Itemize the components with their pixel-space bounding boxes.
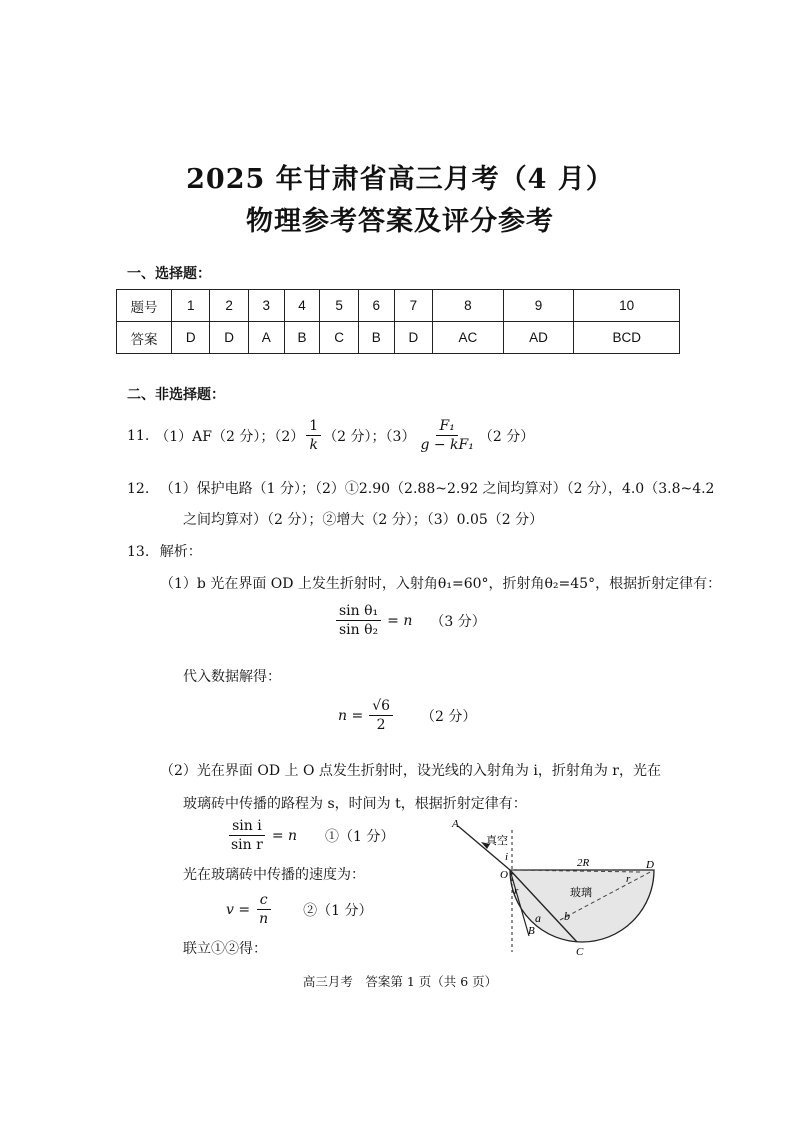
answer-cell: A — [248, 322, 284, 354]
question-12 — [127, 478, 714, 498]
section-multiple-choice: 一、选择题： — [127, 266, 211, 282]
label-r: r — [514, 885, 519, 897]
equation-2-fraction — [369, 698, 393, 733]
speed-text: 光在玻璃砖中传播的速度为： — [183, 867, 365, 883]
question-number: 4 — [284, 290, 320, 322]
answer-cell: AC — [433, 322, 504, 354]
answer-cell: D — [210, 322, 248, 354]
page-subtitle: 物理参考答案及评分参考 — [246, 206, 554, 237]
combine-text: 联立①②得： — [183, 941, 267, 957]
table-head-label: 题号 — [117, 290, 172, 322]
q11-fraction-1 — [306, 418, 321, 453]
label-A: A — [452, 818, 459, 830]
page-title: 2025 年甘肃省高三月考（4 月） — [186, 164, 614, 195]
question-number: 2 — [210, 290, 248, 322]
label-O: O — [500, 869, 508, 881]
question-number: 7 — [394, 290, 432, 322]
answer-table — [116, 289, 680, 354]
q11-part3: （2 分） — [478, 428, 535, 445]
score: ①（1 分） — [325, 828, 395, 845]
answer-cell: BCD — [574, 322, 680, 354]
fraction-numerator: c — [257, 892, 271, 910]
score: ②（1 分） — [303, 902, 373, 919]
equation-2 — [338, 698, 476, 733]
label-C: C — [576, 946, 584, 958]
question-number: 9 — [503, 290, 574, 322]
question-number: 5 — [320, 290, 358, 322]
question-number: 10 — [574, 290, 680, 322]
question-number-label: 12. — [127, 481, 150, 497]
table-row-answers — [117, 322, 680, 354]
substitute-text: 代入数据解得： — [183, 669, 281, 685]
equation-rhs: = n — [271, 827, 298, 844]
page-footer: 高三月考 答案第 1 页（共 6 页） — [302, 974, 498, 989]
optics-figure — [440, 812, 670, 962]
question-13 — [127, 541, 202, 561]
equation-4 — [226, 892, 372, 927]
equation-rhs: = n — [387, 612, 413, 629]
equation-4-fraction — [256, 892, 271, 927]
fraction-numerator: F₁ — [436, 418, 457, 436]
q11-fraction-2 — [417, 418, 476, 453]
label-i: i — [505, 851, 509, 863]
equation-1 — [334, 603, 486, 638]
table-row-numbers — [117, 290, 680, 322]
question-number-label: 11. — [127, 427, 150, 444]
answer-cell: B — [358, 322, 394, 354]
incident-ray — [458, 826, 510, 870]
equation-3 — [226, 818, 394, 853]
label-2R: 2R — [577, 857, 590, 869]
label-B: B — [528, 925, 535, 937]
question-11 — [127, 418, 534, 453]
label-D: D — [646, 859, 654, 871]
answer-cell: AD — [503, 322, 574, 354]
equation-lhs: v = — [226, 901, 251, 918]
q12-line2: 之间均算对）（2 分）；②增大（2 分）；（3）0.05（2 分） — [183, 512, 544, 528]
table-answer-label: 答案 — [117, 322, 172, 354]
fraction-numerator: 1 — [306, 418, 321, 436]
fraction-denominator: g − kF₁ — [420, 437, 474, 454]
label-glass: 玻璃 — [570, 886, 592, 899]
answer-cell: C — [320, 322, 358, 354]
fraction-denominator: sin θ₂ — [339, 622, 379, 639]
equation-3-fraction — [228, 818, 266, 853]
question-number: 8 — [433, 290, 504, 322]
label-r-top: r — [626, 873, 631, 885]
fraction-denominator: k — [309, 437, 318, 454]
fraction-numerator: sin θ₁ — [336, 603, 381, 621]
q12-line1: （1）保护电路（1 分）；（2）①2.90（2.88~2.92 之间均算对）（2 分），4.0（3.8~4.2 — [159, 481, 715, 497]
answer-cell: D — [394, 322, 432, 354]
q13-part2-line1: （2）光在界面 OD 上 O 点发生折射时，设光线的入射角为 i，折射角为 r，光在 — [160, 763, 661, 779]
q11-part1: （1）AF（2 分）；（2） — [155, 428, 305, 445]
question-number: 6 — [358, 290, 394, 322]
q13-label: 解析： — [159, 544, 202, 560]
fraction-denominator: sin r — [231, 837, 263, 854]
label-b: b — [564, 909, 570, 923]
section-non-choice: 二、非选择题： — [127, 387, 225, 403]
answer-cell: D — [172, 322, 210, 354]
score: （3 分） — [430, 613, 486, 630]
question-number-label: 13. — [127, 544, 150, 560]
fraction-denominator: 2 — [376, 717, 386, 734]
question-number: 3 — [248, 290, 284, 322]
question-number: 1 — [172, 290, 210, 322]
fraction-numerator: √6 — [369, 698, 393, 716]
q13-part1-text: （1）b 光在界面 OD 上发生折射时，入射角θ₁=60°，折射角θ₂=45°，根据折射定律有： — [160, 576, 722, 592]
fraction-numerator: sin i — [229, 818, 265, 836]
equation-1-fraction — [336, 603, 381, 638]
score: （2 分） — [421, 708, 477, 725]
label-a: a — [535, 911, 541, 925]
equation-lhs: n = — [338, 707, 364, 724]
q11-part2: （2 分）；（3） — [323, 428, 416, 445]
fraction-denominator: n — [259, 911, 269, 928]
label-vacuum: 真空 — [486, 834, 508, 847]
answer-cell: B — [284, 322, 320, 354]
q13-part2-line2: 玻璃砖中传播的路程为 s，时间为 t，根据折射定律有： — [183, 796, 527, 812]
